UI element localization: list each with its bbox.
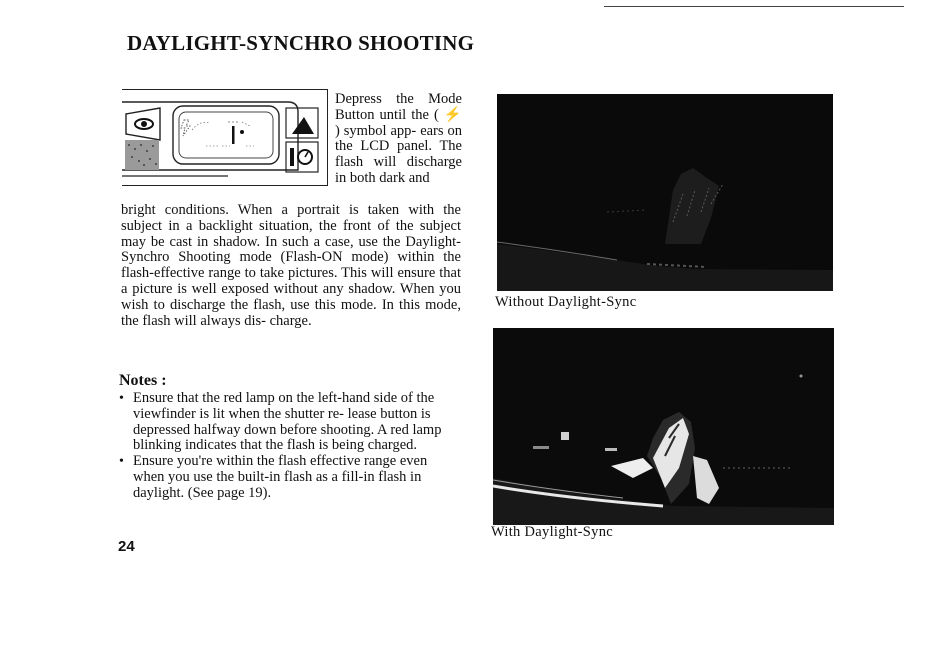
notes-heading: Notes :: [119, 372, 167, 389]
landscape-mountain-icon: [286, 108, 318, 138]
page-title: DAYLIGHT-SYNCHRO SHOOTING: [127, 31, 475, 55]
self-timer-icon: [286, 142, 318, 172]
camera-lcd-panel-icon: [122, 89, 328, 186]
photo-caption-with: With Daylight-Sync: [491, 524, 614, 540]
notes-list: [119, 391, 459, 502]
photo-with-daylight-sync: [493, 328, 834, 525]
intro-body-text: bright conditions. When a portrait is taken with the subject in a backlight situation, the front of the subject may be cast in shadow. In such a case, use the Daylight-Synchro Shooting mode (Flash-ON mode) within the flash-effective range to take pictures. This will ensure that a picture is well exposed without any shadow. When you wish to discharge the flash, use this mode. In this mode, the flash will always dis- charge.: [121, 202, 461, 329]
intro-wrapped-text: Depress the Mode Button until the ( ⚡ ) symbol app- ears on the LCD panel. The flash will discharge in both dark and: [335, 91, 462, 186]
list-item: • Ensure that the red lamp on the left-hand side of the viewfinder is lit when the shutter re- lease button is depressed halfway down before shooting. A red lamp blinking indicates that the flash is being charged.: [119, 391, 459, 454]
page-number: 24: [118, 538, 135, 555]
top-rule: [604, 6, 904, 7]
eye-icon: [126, 108, 160, 140]
photo-caption-without: Without Daylight-Sync: [495, 294, 637, 310]
list-item: • Ensure you're within the flash effective range even when you use the built-in flash as a fill-in flash in daylight. (See page 19).: [119, 454, 459, 501]
photo-without-daylight-sync: [497, 94, 833, 291]
